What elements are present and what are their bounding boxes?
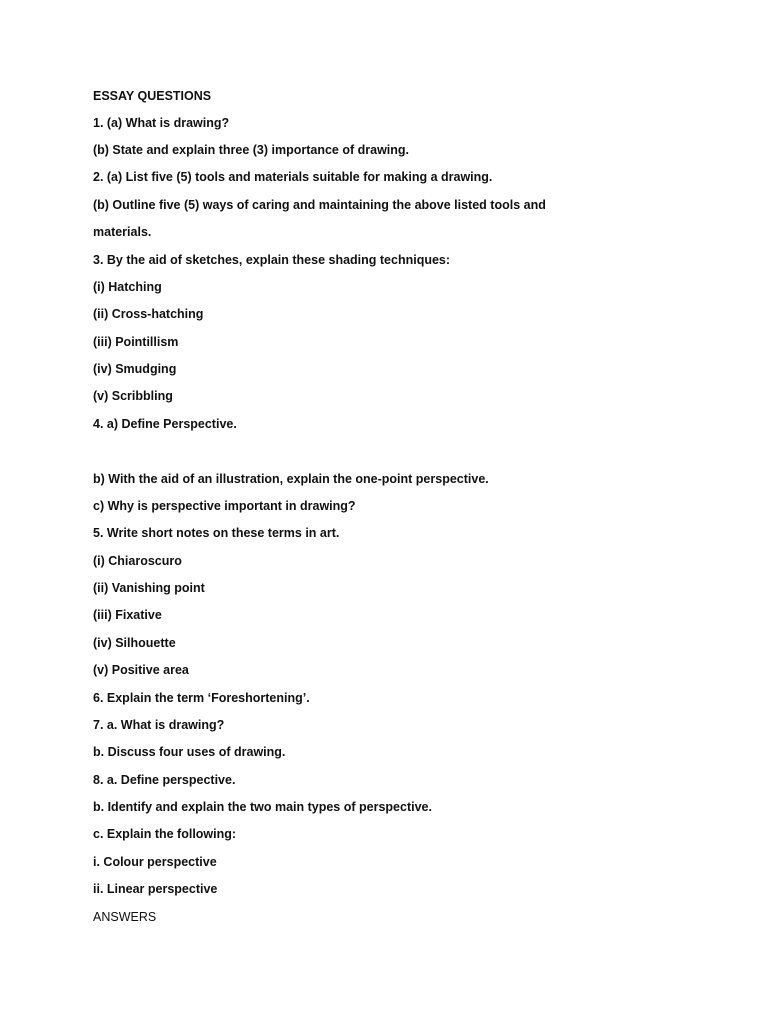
question-line: (v) Scribbling	[93, 389, 173, 403]
question-line: (b) State and explain three (3) importance of drawing.	[93, 143, 410, 157]
answers-heading: ANSWERS	[93, 910, 157, 924]
question-line: b) With the aid of an illustration, explain the one-point perspective.	[93, 472, 489, 486]
question-line: 8. a. Define perspective.	[93, 773, 236, 787]
question-line: 1. (a) What is drawing?	[93, 116, 230, 130]
question-line: (b) Outline five (5) ways of caring and maintaining the above listed tools and	[93, 198, 546, 212]
question-line: materials.	[93, 225, 152, 239]
question-line: c. Explain the following:	[93, 827, 237, 841]
question-line: 6. Explain the term ‘Foreshortening’.	[93, 691, 310, 705]
question-line: 5. Write short notes on these terms in art.	[93, 526, 340, 540]
question-line: (i) Hatching	[93, 280, 162, 294]
question-line: (iv) Smudging	[93, 362, 177, 376]
question-line: i. Colour perspective	[93, 855, 217, 869]
question-line: c) Why is perspective important in drawing?	[93, 499, 356, 513]
question-line: (v) Positive area	[93, 663, 189, 677]
question-line: (ii) Cross-hatching	[93, 307, 204, 321]
question-line: (ii) Vanishing point	[93, 581, 205, 595]
question-line: ii. Linear perspective	[93, 882, 218, 896]
section-heading: ESSAY QUESTIONS	[93, 89, 212, 103]
question-line: 7. a. What is drawing?	[93, 718, 225, 732]
question-line: (iii) Pointillism	[93, 335, 179, 349]
question-line: (i) Chiaroscuro	[93, 554, 182, 568]
question-line: b. Identify and explain the two main types of perspective.	[93, 800, 432, 814]
question-line: b. Discuss four uses of drawing.	[93, 745, 286, 759]
question-line: (iv) Silhouette	[93, 636, 176, 650]
question-line: (iii) Fixative	[93, 608, 162, 622]
question-line: 3. By the aid of sketches, explain these shading techniques:	[93, 253, 451, 267]
question-line: 2. (a) List five (5) tools and materials suitable for making a drawing.	[93, 170, 493, 184]
question-line: 4. a) Define Perspective.	[93, 417, 237, 431]
